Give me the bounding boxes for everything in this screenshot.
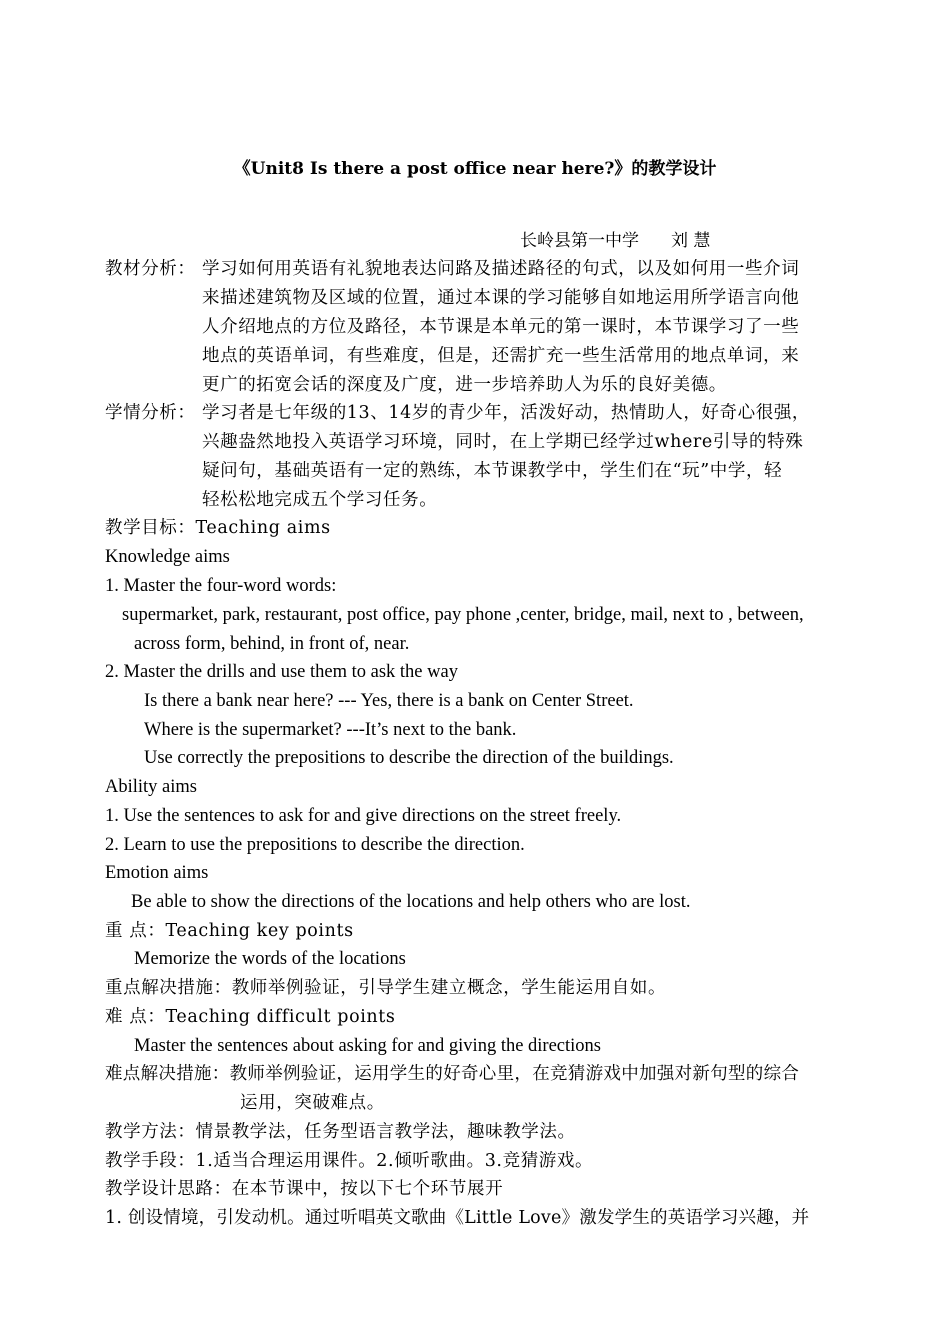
key-points-measures: 重点解决措施：教师举例验证，引导学生建立概念，学生能运用自如。 [105,978,667,998]
material-analysis-line: 更广的拓宽会话的深度及广度，进一步培养助人为乐的良好美德。 [202,375,727,395]
knowledge-aim-1: 1. Master the four-word words: [105,576,337,596]
key-points-label: 重 点：Teaching key points [105,921,354,941]
knowledge-aim-2-sentence: Is there a bank near here? --- Yes, there is a bank on Center Street. [144,691,634,711]
ability-aim-1: 1. Use the sentences to ask for and give directions on the street freely. [105,806,622,826]
difficult-points-measures: 运用，突破难点。 [240,1093,385,1113]
material-analysis-line: 人介绍地点的方位及路径，本节课是本单元的第一课时，本节课学习了一些 [202,317,800,337]
student-analysis-label: 学情分析： [105,403,196,423]
material-analysis-line: 地点的英语单词，有些难度，但是，还需扩充一些生活常用的地点单词，来 [202,346,800,366]
difficult-points-content: Master the sentences about asking for and giving the directions [134,1036,601,1056]
knowledge-aim-2: 2. Master the drills and use them to ask the way [105,662,458,682]
difficult-points-measures: 难点解决措施：教师举例验证，运用学生的好奇心里，在竞猜游戏中加强对新句型的综合 [105,1064,800,1084]
student-analysis-line: 轻松松地完成五个学习任务。 [202,490,438,510]
document-title: 《Unit8 Is there a post office near here?》的教学设计 [233,159,717,179]
difficult-points-label: 难 点：Teaching difficult points [105,1007,396,1027]
knowledge-aim-2-sentence: Where is the supermarket? ---It’s next to the bank. [144,720,517,740]
material-analysis-line: 学习如何用英语有礼貌地表达问路及描述路径的句式，以及如何用一些介词 [202,259,800,279]
knowledge-aim-2-sentence: Use correctly the prepositions to describe the direction of the buildings. [144,748,674,768]
emotion-aim-1: Be able to show the directions of the locations and help others who are lost. [131,892,691,912]
author-line [520,229,710,253]
student-analysis-line: 学习者是七年级的13、14岁的青少年，活泼好动，热情助人，好奇心很强， [202,403,811,423]
teaching-methods: 教学方法：情景教学法，任务型语言教学法，趣味教学法。 [105,1122,576,1142]
emotion-aims-heading: Emotion aims [105,863,209,883]
material-analysis-line: 来描述建筑物及区域的位置，通过本课的学习能够自如地运用所学语言向他 [202,288,800,308]
ability-aims-heading: Ability aims [105,777,197,797]
author-name: 刘 慧 [671,231,711,251]
design-step-1: 1. 创设情境，引发动机。通过听唱英文歌曲《Little Love》激发学生的英语学习兴趣，并 [105,1208,810,1228]
student-analysis-line: 兴趣盎然地投入英语学习环境，同时，在上学期已经学过where引导的特殊 [202,432,804,452]
knowledge-aim-1-words: supermarket, park, restaurant, post office, pay phone ,center, bridge, mail, next to , between, [122,605,804,625]
material-analysis-label: 教材分析： [105,259,196,279]
aims-label: 教学目标：Teaching aims [105,518,331,538]
key-points-content: Memorize the words of the locations [134,949,406,969]
knowledge-aims-heading: Knowledge aims [105,547,230,567]
author-school: 长岭县第一中学 [520,231,639,251]
ability-aim-2: 2. Learn to use the prepositions to describe the direction. [105,835,525,855]
teaching-means: 教学手段：1.适当合理运用课件。2.倾听歌曲。3.竞猜游戏。 [105,1151,594,1171]
knowledge-aim-1-words: across form, behind, in front of, near. [134,634,410,654]
design-idea: 教学设计思路：在本节课中，按以下七个环节展开 [105,1179,504,1199]
student-analysis-line: 疑问句，基础英语有一定的熟练，本节课教学中，学生们在“玩”中学，轻 [202,461,783,481]
